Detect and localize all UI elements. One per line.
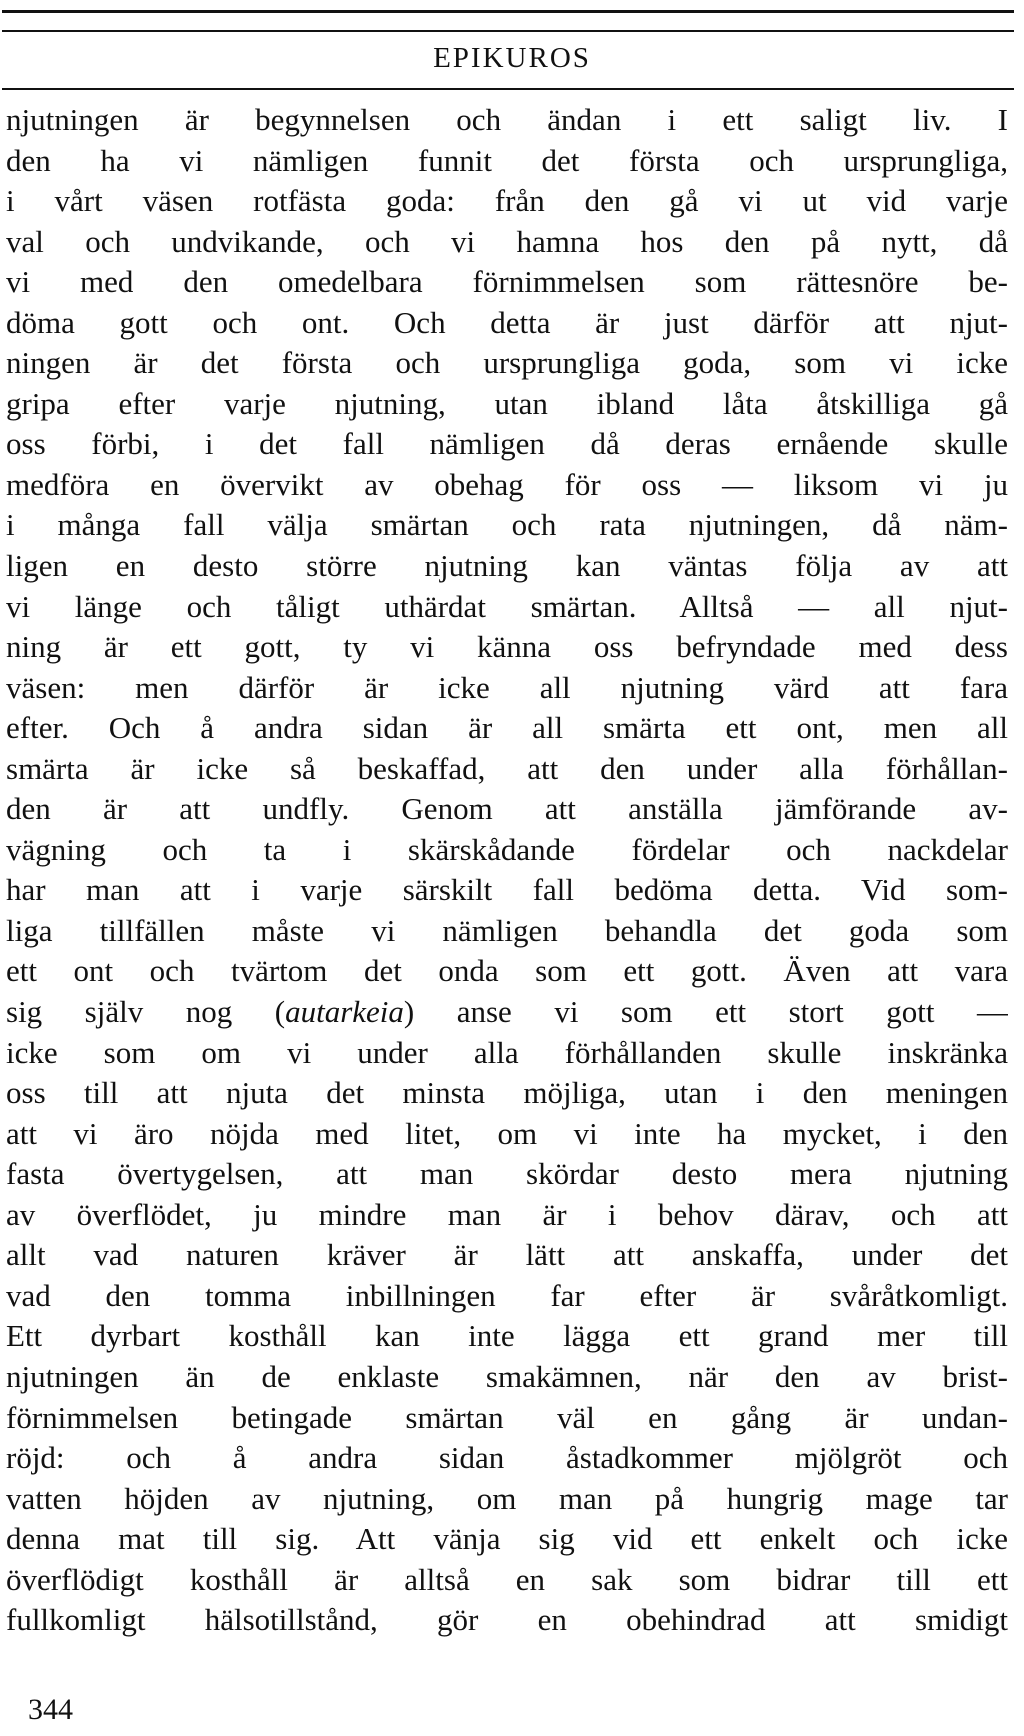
text-line: efter. Och å andra sidan är all smärta ett ont, men all (6, 710, 1008, 746)
text-line: ett ont och tvärtom det onda som ett gott. Även att vara (6, 953, 1008, 989)
text-line: ligen en desto större njutning kan väntas följa av att (6, 548, 1008, 584)
text-line: döma gott och ont. Och detta är just därför att njut- (6, 304, 1008, 340)
top-rule (2, 10, 1014, 13)
text-line: fullkomligt hälsotillstånd, gör en obehindrad att smidigt (6, 1602, 1008, 1638)
text-line: njutningen än de enklaste smakämnen, när den av brist- (6, 1358, 1008, 1394)
text-line: förnimmelsen betingade smärtan väl en gång är undan- (6, 1399, 1008, 1435)
text-line: vi länge och tåligt uthärdat smärtan. Alltså — all njut- (6, 588, 1008, 624)
text-line: i många fall välja smärtan och rata njutningen, då näm- (6, 507, 1008, 543)
body-text (6, 100, 1008, 1641)
text-line: vägning och ta i skärskådande fördelar och nackdelar (6, 831, 1008, 867)
text-line: den ha vi nämligen funnit det första och ursprungliga, (6, 142, 1008, 178)
text-line: väsen: men därför är icke all njutning värd att fara (6, 669, 1008, 705)
running-head: EPIKUROS (433, 42, 591, 74)
text-line: medföra en övervikt av obehag för oss — liksom vi ju (6, 466, 1008, 502)
text-line: överflödigt kosthåll är alltså en sak som bidrar till ett (6, 1561, 1008, 1597)
text-line: har man att i varje särskilt fall bedöma detta. Vid som- (6, 872, 1008, 908)
text-line: oss förbi, i det fall nämligen då deras ernående skulle (6, 426, 1008, 462)
text-line: allt vad naturen kräver är lätt att anskaffa, under det (6, 1237, 1008, 1273)
text-line: njutningen är begynnelsen och ändan i ett saligt liv. I (6, 102, 1008, 137)
text-line: den är att undfly. Genom att anställa jämförande av- (6, 791, 1008, 827)
text-segment: ) anse vi som ett stort gott — (403, 994, 1008, 1030)
text-line: vi med den omedelbara förnimmelsen som rättesnöre be- (6, 264, 1008, 300)
text-segment: sig själv nog ( (6, 994, 286, 1030)
text-line: i vårt väsen rotfästa goda: från den gå vi ut vid varje (6, 183, 1008, 219)
text-line: liga tillfällen måste vi nämligen behandla det goda som (6, 912, 1008, 948)
text-line: smärta är icke så beskaffad, att den under alla förhållan- (6, 750, 1008, 786)
page-number: 344 (28, 1693, 73, 1726)
text-line: röjd: och å andra sidan åstadkommer mjölgröt och (6, 1440, 1008, 1476)
top-rule-thin (2, 30, 1014, 32)
text-line (6, 992, 1008, 1033)
text-line: Ett dyrbart kosthåll kan inte lägga ett grand mer till (6, 1318, 1008, 1354)
text-line: ning är ett gott, ty vi känna oss befryndade med dess (6, 629, 1008, 665)
text-line: fasta övertygelsen, att man skördar desto mera njutning (6, 1156, 1008, 1192)
text-line: oss till att njuta det minsta möjliga, utan i den meningen (6, 1075, 1008, 1111)
text-line: icke som om vi under alla förhållanden skulle inskränka (6, 1034, 1008, 1070)
text-line: gripa efter varje njutning, utan ibland låta åtskilliga gå (6, 385, 1008, 421)
header-rule (2, 88, 1014, 90)
text-line: val och undvikande, och vi hamna hos den på nytt, då (6, 223, 1008, 259)
text-line: av överflödet, ju mindre man är i behov därav, och att (6, 1196, 1008, 1232)
text-line: vatten höjden av njutning, om man på hungrig mage tar (6, 1480, 1008, 1516)
text-line: denna mat till sig. Att vänja sig vid ett enkelt och icke (6, 1521, 1008, 1557)
text-line: ningen är det första och ursprungliga goda, som vi icke (6, 345, 1008, 381)
text-line: att vi äro nöjda med litet, om vi inte ha mycket, i den (6, 1115, 1008, 1151)
text-line: vad den tomma inbillningen far efter är svåråtkomligt. (6, 1277, 1008, 1313)
italic-term: autarkeia (285, 994, 404, 1030)
